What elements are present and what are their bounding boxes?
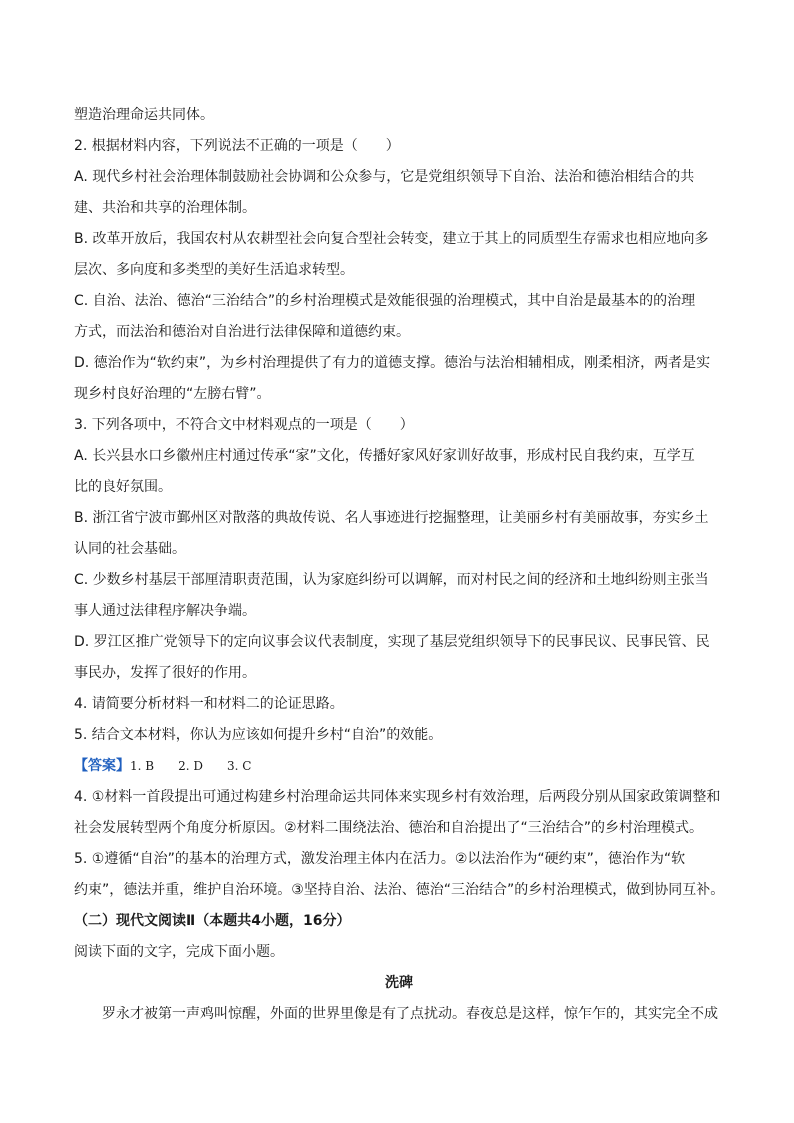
option-3b-line-1: B. 浙江省宁波市鄞州区对散落的典故传说、名人事迹进行挖掘整理，让美丽乡村有美丽故事，夯实乡土	[74, 510, 709, 526]
option-2a-line-2: 建、共治和共享的治理体制。	[74, 200, 256, 216]
text-line: 塑造治理命运共同体。	[74, 107, 214, 123]
option-3d-line-1: D. 罗江区推广党领导下的定向议事会议代表制度，实现了基层党组织领导下的民事民议、民事民管、民	[74, 634, 710, 650]
question-4: 4. 请简要分析材料一和材料二的论证思路。	[74, 696, 344, 712]
option-3c-line-1: C. 少数乡村基层干部厘清职责范围，认为家庭纠纷可以调解，而对村民之间的经济和土地纠纷则主张当	[74, 572, 709, 588]
story-title: 洗碑	[385, 975, 413, 991]
option-2d-line-2: 现乡村良好治理的“左膀右臂”。	[74, 386, 271, 402]
question-3: 3. 下列各项中，不符合文中材料观点的一项是（ ）	[74, 417, 414, 433]
section-heading: （二）现代文阅读Ⅱ（本题共4小题，16分）	[74, 913, 351, 929]
question-5: 5. 结合文本材料，你认为应该如何提升乡村“自治”的效能。	[74, 727, 443, 743]
instruction: 阅读下面的文字，完成下面小题。	[74, 944, 284, 960]
answer-4-line-1: 4. ①材料一首段提出可通过构建乡村治理命运共同体来实现乡村有效治理，后两段分别从国家政策调整和	[74, 789, 721, 805]
answer-5-line-2: 约束”，德法并重，维护自治环境。③坚持自治、法治、德治“三治结合”的乡村治理模式，做到协同互补。	[74, 882, 724, 898]
option-2a-line-1: A. 现代乡村社会治理体制鼓励社会协调和公众参与，它是党组织领导下自治、法治和德治相结合的共	[74, 169, 695, 185]
answer-values: 1. B 2. D 3. C	[130, 759, 252, 773]
option-2d-line-1: D. 德治作为“软约束”，为乡村治理提供了有力的道德支撑。德治与法治相辅相成，刚柔相济，两者是实	[74, 355, 711, 371]
option-3a-line-1: A. 长兴县水口乡徽州庄村通过传承“家”文化，传播好家风好家训好故事，形成村民自我约束，互学互	[74, 448, 695, 464]
answer-heading: 【答案】	[74, 758, 130, 774]
document-page	[74, 100, 724, 1030]
question-2: 2. 根据材料内容，下列说法不正确的一项是（ ）	[74, 138, 400, 154]
option-2c-line-2: 方式，而法治和德治对自治进行法律保障和道德约束。	[74, 324, 410, 340]
story-paragraph: 罗永才被第一声鸡叫惊醒，外面的世界里像是有了点扰动。春夜总是这样，惊乍乍的，其实完全不成	[102, 1006, 718, 1022]
answer-line	[74, 751, 724, 782]
option-3d-line-2: 事民办，发挥了很好的作用。	[74, 665, 256, 681]
option-3c-line-2: 事人通过法律程序解决争端。	[74, 603, 256, 619]
answer-4-line-2: 社会发展转型两个角度分析原因。②材料二围绕法治、德治和自治提出了“三治结合”的乡村治理模式。	[74, 820, 704, 836]
option-3b-line-2: 认同的社会基础。	[74, 541, 186, 557]
option-2c-line-1: C. 自治、法治、德治“三治结合”的乡村治理模式是效能很强的治理模式，其中自治是最基本的的治理	[74, 293, 696, 309]
option-2b-line-2: 层次、多向度和多类型的美好生活追求转型。	[74, 262, 354, 278]
answer-5-line-1: 5. ①遵循“自治”的基本的治理方式，激发治理主体内在活力。②以法治作为“硬约束”，德治作为“软	[74, 851, 686, 867]
option-3a-line-2: 比的良好氛围。	[74, 479, 172, 495]
option-2b-line-1: B. 改革开放后，我国农村从农耕型社会向复合型社会转变，建立于其上的同质型生存需求也相应地向多	[74, 231, 709, 247]
